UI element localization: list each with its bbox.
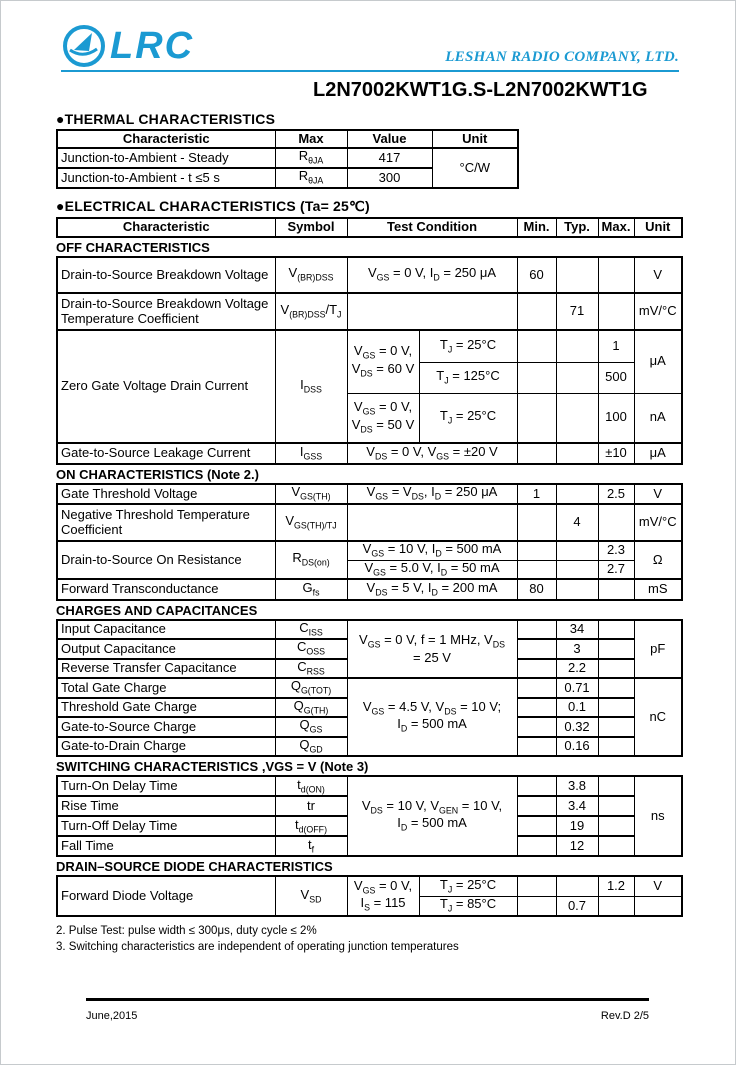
col-header-value: Value — [347, 130, 432, 148]
cell-typ — [556, 393, 598, 443]
cell-test-condition: $V_{GS} = 0$ V, $V_{DS} = 50$ V — [347, 393, 419, 443]
table-row — [57, 541, 682, 560]
cell-typ — [556, 257, 598, 293]
cell-typ: 0.1 — [556, 698, 598, 717]
cell-unit: °C/W — [432, 148, 518, 188]
col-header-test-condition: Test Condition — [347, 218, 517, 237]
table-row — [57, 876, 682, 896]
col-header-unit: Unit — [432, 130, 518, 148]
cell-max: ±10 — [598, 443, 634, 464]
table-row — [57, 776, 682, 796]
cell-min — [517, 896, 556, 916]
cell-max: 1 — [598, 330, 634, 362]
cell-max — [598, 659, 634, 678]
off-characteristics-label: OFF CHARACTERISTICS — [56, 240, 210, 255]
cell-typ: 4 — [556, 504, 598, 541]
col-header-typ: Typ. — [556, 218, 598, 237]
cell-max — [598, 293, 634, 330]
table-row — [57, 484, 682, 504]
cell-unit: V — [634, 484, 682, 504]
cell-characteristic: Reverse Transfer Capacitance — [57, 659, 275, 678]
cell-max — [598, 698, 634, 717]
table-row — [57, 678, 682, 697]
cell-typ: 2.2 — [556, 659, 598, 678]
cell-test-condition-tj: $T_J = 125^\circ C$ — [419, 362, 517, 393]
cell-max — [598, 257, 634, 293]
col-header-max: Max — [275, 130, 347, 148]
cell-min — [517, 560, 556, 579]
cell-symbol: $C_{RSS}$ — [275, 659, 347, 678]
cell-min: 80 — [517, 579, 556, 600]
cell-typ — [556, 579, 598, 600]
cell-symbol: $Q_{GS}$ — [275, 717, 347, 736]
cell-test-condition: $V_{GS} = 0$ V, $V_{DS} = 60$ V — [347, 330, 419, 393]
cell-max — [598, 620, 634, 639]
cell-min — [517, 678, 556, 697]
cell-min — [517, 443, 556, 464]
cell-min — [517, 659, 556, 678]
part-number-title: L2N7002KWT1G.S-L2N7002KWT1G — [313, 79, 648, 101]
cell-min — [517, 836, 556, 856]
cell-unit: mV/°C — [634, 504, 682, 541]
lrc-logo-icon — [61, 23, 107, 69]
thermal-table — [56, 129, 519, 189]
footnote-3: 3. Switching characteristics are independent of operating junction temperatures — [56, 941, 459, 954]
cell-max — [598, 579, 634, 600]
cell-unit: μA — [634, 443, 682, 464]
cell-unit: pF — [634, 620, 682, 678]
cell-characteristic: Zero Gate Voltage Drain Current — [57, 330, 275, 443]
cell-characteristic: Forward Transconductance — [57, 579, 275, 600]
cell-test-condition-tj: $T_J = 85^\circ C$ — [419, 896, 517, 916]
cell-characteristic: Junction-to-Ambient - t ≤5 s — [57, 168, 275, 188]
off-characteristics-table — [56, 256, 683, 465]
page-footer — [86, 998, 649, 1022]
cell-max: 100 — [598, 393, 634, 443]
cell-min — [517, 293, 556, 330]
cell-characteristic: Gate Threshold Voltage — [57, 484, 275, 504]
cell-test-condition-tj: $T_J = 25^\circ C$ — [419, 876, 517, 896]
cell-typ: 12 — [556, 836, 598, 856]
cell-typ: 3.8 — [556, 776, 598, 796]
cell-test-condition: $V_{GS} = 0$ V, $I_D = 250$ μA — [347, 257, 517, 293]
cell-max: 2.5 — [598, 484, 634, 504]
cell-unit: ns — [634, 776, 682, 856]
cell-unit: Ω — [634, 541, 682, 579]
cell-characteristic: Gate-to-Source Leakage Current — [57, 443, 275, 464]
cell-characteristic: Drain-to-Source Breakdown Voltage — [57, 257, 275, 293]
col-header-min: Min. — [517, 218, 556, 237]
cell-characteristic: Output Capacitance — [57, 639, 275, 658]
cell-max — [598, 896, 634, 916]
cell-min — [517, 330, 556, 362]
cell-typ — [556, 362, 598, 393]
cell-min — [517, 776, 556, 796]
cell-characteristic: Turn-On Delay Time — [57, 776, 275, 796]
cell-characteristic: Drain-to-Source On Resistance — [57, 541, 275, 579]
cell-typ: 0.16 — [556, 737, 598, 756]
cell-unit: mV/°C — [634, 293, 682, 330]
cell-typ: 3.4 — [556, 796, 598, 816]
cell-test-condition: $V_{GS} = 0$ V, f = 1 MHz, $V_{DS}$ = 25 V — [347, 620, 517, 678]
cell-min — [517, 737, 556, 756]
cell-unit — [634, 896, 682, 916]
cell-symbol: $t_{d(ON)}$ — [275, 776, 347, 796]
company-name: LESHAN RADIO COMPANY, LTD. — [445, 49, 679, 65]
cell-max — [598, 717, 634, 736]
cell-min — [517, 393, 556, 443]
header-rule — [61, 70, 679, 72]
table-row — [57, 148, 518, 168]
cell-characteristic: Threshold Gate Charge — [57, 698, 275, 717]
cell-characteristic: Total Gate Charge — [57, 678, 275, 697]
cell-symbol: $V_{SD}$ — [275, 876, 347, 916]
cell-typ: 0.71 — [556, 678, 598, 697]
cell-test-condition — [347, 293, 517, 330]
footer-revision: Rev.D 2/5 — [600, 1010, 649, 1022]
cell-characteristic: Rise Time — [57, 796, 275, 816]
col-header-max: Max. — [598, 218, 634, 237]
cell-symbol: $V_{GS(TH)/TJ}$ — [275, 504, 347, 541]
cell-test-condition: $V_{GS} = 5.0$ V, $I_D = 50$ mA — [347, 560, 517, 579]
cell-test-condition: $V_{DS} = 5$ V, $I_D = 200$ mA — [347, 579, 517, 600]
cell-max: 1.2 — [598, 876, 634, 896]
cell-characteristic: Turn-Off Delay Time — [57, 816, 275, 836]
cell-symbol: $I_{GSS}$ — [275, 443, 347, 464]
diode-label: DRAIN–SOURCE DIODE CHARACTERISTICS — [56, 859, 333, 875]
cell-min — [517, 796, 556, 816]
cell-unit: nC — [634, 678, 682, 756]
page-content — [56, 111, 682, 956]
cell-max — [598, 816, 634, 836]
cell-test-condition: $V_{GS} = 0$ V, $I_S = 115$ — [347, 876, 419, 916]
cell-typ: 0.32 — [556, 717, 598, 736]
cell-symbol: $C_{OSS}$ — [275, 639, 347, 658]
cell-test-condition — [347, 504, 517, 541]
footer-date: June,2015 — [86, 1010, 138, 1022]
electrical-heading: ●ELECTRICAL CHARACTERISTICS (Ta= 25℃) — [56, 198, 370, 214]
diode-table — [56, 875, 683, 917]
cell-min — [517, 620, 556, 639]
switching-label: SWITCHING CHARACTERISTICS ,VGS = V (Note 3) — [56, 759, 369, 775]
charges-table — [56, 619, 683, 757]
cell-min — [517, 504, 556, 541]
cell-max — [598, 639, 634, 658]
cell-symbol: $G_{fs}$ — [275, 579, 347, 600]
col-header-characteristic: Characteristic — [57, 218, 275, 237]
cell-characteristic: Negative Threshold Temperature Coefficient — [57, 504, 275, 541]
cell-unit: V — [634, 876, 682, 896]
cell-unit: mS — [634, 579, 682, 600]
cell-characteristic: Drain-to-Source Breakdown Voltage Temperature Coefficient — [57, 293, 275, 330]
cell-symbol: tr — [275, 796, 347, 816]
cell-unit: V — [634, 257, 682, 293]
table-row — [57, 579, 682, 600]
cell-test-condition: $V_{GS} = 4.5$ V, $V_{DS} = 10$ V; $I_D = 500$ mA — [347, 678, 517, 756]
cell-test-condition-tj: $T_J = 25^\circ C$ — [419, 330, 517, 362]
cell-value: 300 — [347, 168, 432, 188]
on-characteristics-table — [56, 483, 683, 601]
footnote-2: 2. Pulse Test: pulse width ≤ 300μs, duty cycle ≤ 2% — [56, 925, 317, 938]
cell-max — [598, 504, 634, 541]
cell-test-condition: $V_{DS} = 10$ V, $V_{GEN} = 10$ V, $I_D = 500$ mA — [347, 776, 517, 856]
cell-symbol: $Q_{GD}$ — [275, 737, 347, 756]
cell-unit: μA — [634, 330, 682, 393]
cell-characteristic: Gate-to-Drain Charge — [57, 737, 275, 756]
cell-symbol: $R_{\theta JA}$ — [275, 168, 347, 188]
switching-table — [56, 775, 683, 857]
footer-rule — [86, 998, 649, 1001]
cell-typ: 0.7 — [556, 896, 598, 916]
cell-typ — [556, 876, 598, 896]
cell-symbol: $Q_{G(TH)}$ — [275, 698, 347, 717]
cell-symbol: $V_{GS(TH)}$ — [275, 484, 347, 504]
on-characteristics-label: ON CHARACTERISTICS (Note 2.) — [56, 467, 259, 482]
cell-max: 2.7 — [598, 560, 634, 579]
cell-max — [598, 836, 634, 856]
cell-min: 1 — [517, 484, 556, 504]
cell-test-condition: $V_{DS} = 0$ V, $V_{GS} = \pm 20$ V — [347, 443, 517, 464]
cell-max: 500 — [598, 362, 634, 393]
thermal-heading: ●THERMAL CHARACTERISTICS — [56, 111, 276, 127]
cell-test-condition: $V_{GS} = 10$ V, $I_D = 500$ mA — [347, 541, 517, 560]
cell-typ — [556, 541, 598, 560]
lrc-logo — [61, 23, 194, 69]
cell-symbol: $R_{\theta JA}$ — [275, 148, 347, 168]
cell-symbol: $Q_{G(TOT)}$ — [275, 678, 347, 697]
cell-characteristic: Junction-to-Ambient - Steady — [57, 148, 275, 168]
cell-min — [517, 816, 556, 836]
cell-max — [598, 776, 634, 796]
cell-min — [517, 541, 556, 560]
cell-symbol: $t_{d(OFF)}$ — [275, 816, 347, 836]
cell-typ — [556, 484, 598, 504]
cell-typ — [556, 443, 598, 464]
cell-min — [517, 362, 556, 393]
col-header-symbol: Symbol — [275, 218, 347, 237]
cell-unit: nA — [634, 393, 682, 443]
table-row — [57, 330, 682, 362]
cell-typ: 71 — [556, 293, 598, 330]
cell-characteristic: Input Capacitance — [57, 620, 275, 639]
table-row — [57, 504, 682, 541]
cell-max: 2.3 — [598, 541, 634, 560]
col-header-characteristic: Characteristic — [57, 130, 275, 148]
cell-typ — [556, 330, 598, 362]
cell-typ: 19 — [556, 816, 598, 836]
electrical-header-table — [56, 217, 683, 238]
cell-min — [517, 639, 556, 658]
cell-symbol: $t_f$ — [275, 836, 347, 856]
col-header-unit: Unit — [634, 218, 682, 237]
cell-characteristic: Gate-to-Source Charge — [57, 717, 275, 736]
cell-test-condition-tj: $T_J = 25^\circ C$ — [419, 393, 517, 443]
cell-symbol: $R_{DS(on)}$ — [275, 541, 347, 579]
cell-min: 60 — [517, 257, 556, 293]
table-row — [57, 257, 682, 293]
cell-characteristic: Fall Time — [57, 836, 275, 856]
cell-symbol: $C_{ISS}$ — [275, 620, 347, 639]
page-header — [1, 1, 735, 102]
cell-characteristic: Forward Diode Voltage — [57, 876, 275, 916]
cell-test-condition: $V_{GS} = V_{DS}$, $I_D = 250$ μA — [347, 484, 517, 504]
cell-max — [598, 737, 634, 756]
cell-typ: 3 — [556, 639, 598, 658]
table-row — [57, 620, 682, 639]
cell-max — [598, 796, 634, 816]
cell-max — [598, 678, 634, 697]
lrc-logo-text: LRC — [110, 25, 195, 67]
cell-min — [517, 876, 556, 896]
cell-symbol: $V_{(BR)DSS}/T_J$ — [275, 293, 347, 330]
table-row — [57, 293, 682, 330]
cell-value: 417 — [347, 148, 432, 168]
cell-symbol: $I_{DSS}$ — [275, 330, 347, 443]
footnotes — [56, 923, 682, 955]
table-row — [57, 443, 682, 464]
cell-min — [517, 717, 556, 736]
cell-typ — [556, 560, 598, 579]
cell-typ: 34 — [556, 620, 598, 639]
cell-min — [517, 698, 556, 717]
charges-label: CHARGES AND CAPACITANCES — [56, 603, 258, 618]
cell-symbol: $V_{(BR)DSS}$ — [275, 257, 347, 293]
